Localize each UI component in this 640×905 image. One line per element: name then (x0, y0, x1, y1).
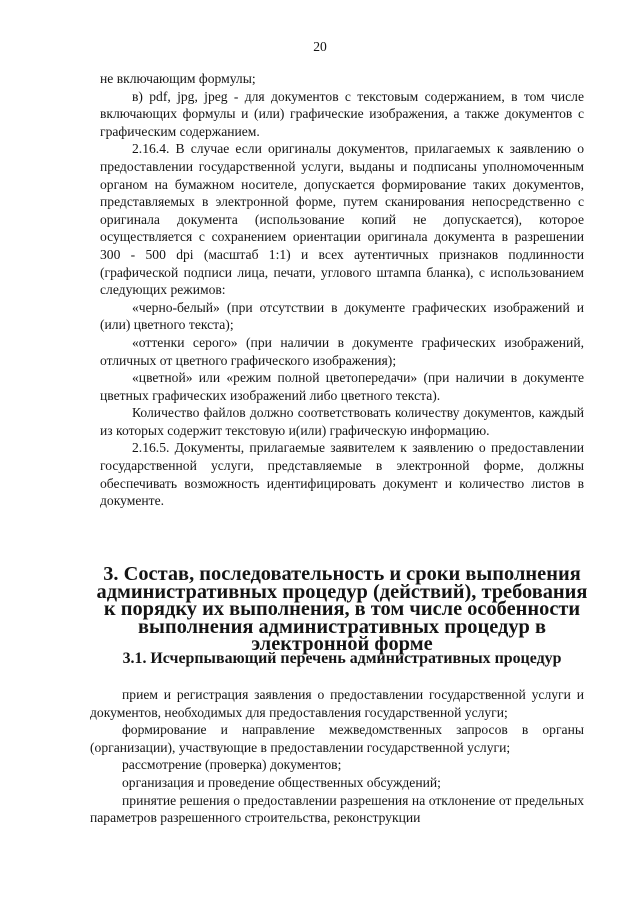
list-item: организация и проведение общественных обсуждений; (122, 774, 441, 790)
paragraph-mode-color: «цветной» или «режим полной цветопередачи» (при наличии в документе цветных графических изображений либо цветного текста). (100, 370, 584, 403)
list-item: рассмотрение (проверка) документов; (122, 757, 342, 773)
list-item: формирование и направление межведомственных запросов в органы (организации), участвующие в предоставлении государственной услуги; (90, 722, 584, 755)
paragraph-formats-pdf: в) pdf, jpg, jpeg - для документов с текстовым содержанием, в том числе включающих формулы и (или) графические изображения, а также документов с графическим содержанием. (100, 88, 584, 139)
paragraph-2-16-5: 2.16.5. Документы, прилагаемые заявителем к заявлению о предоставлении государственной услуги, представляемые в электронной форме, должны обеспечивать возможность идентифицировать документ и количество листов в документе. (100, 440, 584, 509)
paragraph-formats-continued: не включающим формулы; (100, 71, 256, 86)
list-item: принятие решения о предоставлении разрешения на отклонение от предельных параметров разрешенного строительства, реконструкции (90, 792, 584, 826)
list-item: прием и регистрация заявления о предоставлении государственной услуги и документов, необходимых для предоставления государственной услуги; (90, 687, 584, 720)
section-heading: 3. Состав, последовательность и сроки выполнения административных процедур (действий), требования к порядку их выполнения, в том числе особенности выполнения административных процедур в электронной форме (96, 563, 588, 656)
paragraph-mode-grayscale: «оттенки серого» (при наличии в документе графических изображений, отличных от цветного графического изображения); (100, 334, 584, 368)
paragraph-mode-bw: «черно-белый» (при отсутствии в документе графических изображений и (или) цветного текста); (100, 299, 584, 333)
body-text (100, 70, 584, 510)
paragraph-file-count: Количество файлов должно соответствовать количеству документов, каждый из которых содержит текстовую и(или) графическую информацию. (100, 405, 584, 438)
page-number: 20 (313, 39, 327, 54)
procedures-list (90, 686, 584, 827)
paragraph-2-16-4: 2.16.4. В случае если оригиналы документов, прилагаемых к заявлению о предоставлении государственной услуги, выданы и подписаны уполномоченным органом на бумажном носителе, допускается формирование таких документов, представляемых в электронной форме, путем сканирования непосредственно с оригинала документа (использование копий не допускается), которое осуществляется с сохранением ориентации оригинала документа в разрешении 300 - 500 dpi (масштаб 1:1) и всех аутентичных признаков подлинности (графической подписи лица, печати, углового штампа бланка), с использованием следующих режимов: (100, 141, 584, 298)
subsection-heading: 3.1. Исчерпывающий перечень административных процедур (122, 650, 562, 667)
